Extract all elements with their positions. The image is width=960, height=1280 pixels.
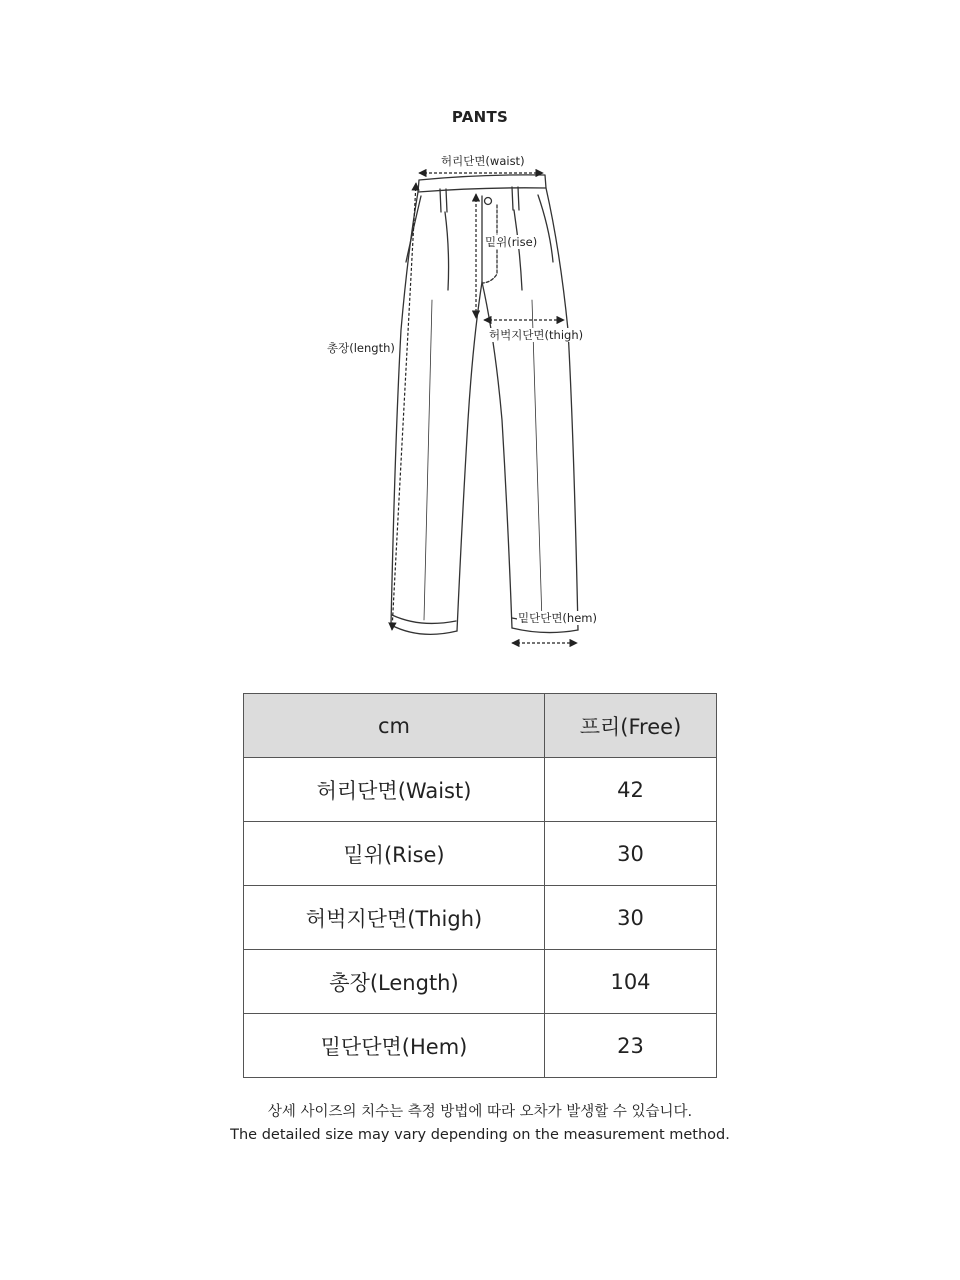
page-title: PANTS (451, 108, 509, 126)
table-row (244, 758, 717, 822)
measure-value: 23 (545, 1014, 717, 1078)
waist-label: 허리단면(waist) (441, 154, 525, 168)
measure-name: 총장(Length) (244, 950, 545, 1014)
measure-value: 42 (545, 758, 717, 822)
size-table (243, 693, 717, 1078)
table-header-row (244, 694, 717, 758)
table-row (244, 950, 717, 1014)
unit-header: cm (244, 694, 545, 758)
measure-name: 허벅지단면(Thigh) (244, 886, 545, 950)
measure-name: 허리단면(Waist) (244, 758, 545, 822)
measure-name: 밑단단면(Hem) (244, 1014, 545, 1078)
hem-label: 밑단단면(hem) (518, 611, 597, 625)
table-row (244, 822, 717, 886)
pants-diagram (0, 140, 960, 660)
measure-value: 30 (545, 822, 717, 886)
measure-value: 30 (545, 886, 717, 950)
length-label: 총장(length) (327, 341, 395, 355)
rise-label: 밑위(rise) (485, 235, 538, 249)
table-row (244, 886, 717, 950)
note-korean: 상세 사이즈의 치수는 측정 방법에 따라 오차가 발생할 수 있습니다. (267, 1104, 693, 1120)
note-english: The detailed size may vary depending on the measurement method. (230, 1127, 730, 1143)
pants-illustration (0, 140, 960, 660)
size-header: 프리(Free) (545, 694, 717, 758)
measure-value: 104 (545, 950, 717, 1014)
thigh-label: 허벅지단면(thigh) (489, 328, 584, 342)
measure-name: 밑위(Rise) (244, 822, 545, 886)
table-row (244, 1014, 717, 1078)
